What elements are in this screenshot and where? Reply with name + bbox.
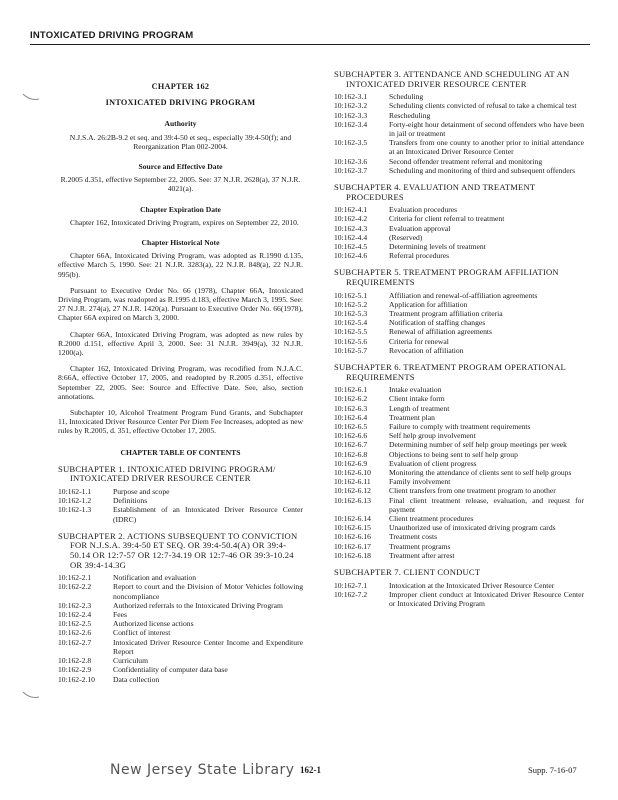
toc-entry — [58, 487, 303, 496]
toc-entry — [334, 468, 584, 477]
section-number: 10:162-6.1 — [334, 385, 368, 395]
toc-entry — [334, 251, 584, 260]
toc-entry — [334, 138, 584, 156]
toc-entry — [58, 675, 303, 684]
section-title: Intoxicated Driver Resource Center Income and Expenditure Report — [113, 637, 303, 656]
toc-entry — [334, 551, 584, 560]
section-number: 10:162-1.3 — [58, 505, 92, 515]
chapter-name: INTOXICATED DRIVING PROGRAM — [105, 98, 256, 108]
toc-entry — [334, 413, 584, 422]
historical-para: Chapter 66A, Intoxicated Driving Program, was adopted as new rules by R.2000 d.151, effective April 3, 2000. See: 31 N.J.R. 3949(a), 32 N.J.R. 1200(a). — [58, 329, 303, 358]
section-title: Conflict of interest — [113, 628, 171, 638]
toc-entry — [334, 92, 584, 101]
toc-entry — [334, 346, 584, 355]
section-number: 10:162-2.2 — [58, 582, 92, 592]
section-title: Establishment of an Intoxicated Driver Resource Center (IDRC) — [113, 505, 303, 524]
section-title: Scheduling — [389, 92, 424, 102]
expiration-heading: Chapter Expiration Date — [140, 204, 221, 214]
toc-entry — [58, 638, 303, 656]
section-number: 10:162-6.15 — [334, 523, 371, 533]
section-number: 10:162-2.1 — [58, 573, 92, 583]
margin-mark — [22, 690, 40, 700]
section-title: Improper client conduct at Intoxicated Driver Resource Center or Intoxicated Driving Program — [389, 589, 584, 609]
section-title: Data collection — [113, 674, 160, 684]
toc-entry — [334, 224, 584, 233]
toc-entry — [334, 486, 584, 495]
toc-heading: CHAPTER TABLE OF CONTENTS — [120, 447, 241, 457]
section-number: 10:162-6.13 — [334, 495, 371, 505]
toc-entry — [334, 459, 584, 468]
section-title: Self help group involvement — [389, 431, 476, 441]
toc-entry — [334, 205, 584, 214]
historical-para: Chapter 162, Intoxicated Driving Program, was recodified from N.J.A.C. 8:66A, effective October 17, 2005, and readopted by R.2005 d.351, effective September 22, 2005. See: Source and Effective Date. See, also, section annotations. — [58, 364, 303, 401]
section-title: Scheduling and monitoring of third and subsequent offenders — [389, 165, 576, 175]
toc-entry — [334, 309, 584, 318]
source-heading: Source and Effective Date — [138, 162, 223, 172]
section-number: 10:162-2.5 — [58, 619, 92, 629]
page-footer — [0, 762, 618, 782]
section-title: Evaluation procedures — [389, 205, 458, 215]
toc-entry — [334, 120, 584, 138]
section-title: Confidentiality of computer data base — [113, 665, 228, 675]
toc-entry — [334, 431, 584, 440]
subchapter-heading: SUBCHAPTER 2. ACTIONS SUBSEQUENT TO CONVICTION FOR N.J.S.A. 39:4-50 ET SEQ. OR 39:4-50.4(A) OR 39:4-50.14 OR 12:7-57 OR 12:7-34.19 OR 12:7-46 OR 39:3-10.24 OR 39:4-14.3G — [58, 530, 298, 570]
section-number: 10:162-6.8 — [334, 449, 368, 459]
toc-entry — [334, 337, 584, 346]
section-title: Notification and evaluation — [113, 573, 197, 583]
toc-entry — [58, 505, 303, 523]
section-number: 10:162-6.16 — [334, 532, 371, 542]
expiration-text: Chapter 162, Intoxicated Driving Program, expires on September 22, 2010. — [70, 217, 299, 227]
section-number: 10:162-3.1 — [334, 92, 368, 102]
section-title: Renewal of affiliation agreements — [389, 327, 492, 337]
section-title: Treatment plan — [389, 412, 435, 422]
toc-entry — [334, 450, 584, 459]
section-number: 10:162-6.2 — [334, 394, 368, 404]
toc-entry — [334, 394, 584, 403]
section-number: 10:162-6.18 — [334, 550, 371, 560]
section-number: 10:162-6.4 — [334, 412, 368, 422]
left-column — [58, 70, 303, 684]
section-title: Criteria for renewal — [389, 336, 449, 346]
section-number: 10:162-4.4 — [334, 232, 368, 242]
section-title: Intake evaluation — [389, 385, 442, 395]
toc-entry — [58, 610, 303, 619]
subchapter-heading: SUBCHAPTER 6. TREATMENT PROGRAM OPERATIONAL REQUIREMENTS — [334, 362, 566, 382]
section-title: Forty-eight hour detainment of second offenders who have been in jail or treatment — [389, 119, 584, 138]
section-title: Determining levels of treatment — [389, 242, 486, 252]
historical-para: Subchapter 10, Alcohol Treatment Program Fund Grants, and Subchapter 11, Intoxicated Driver Resource Center Per Diem Fee Increases, adopted as new rules by R.2005, d. 351, effective October 17, 2005. — [58, 408, 303, 436]
toc-entry — [58, 496, 303, 505]
section-title: Client treatment procedures — [389, 514, 474, 524]
toc-entry — [334, 300, 584, 309]
subchapter-heading: SUBCHAPTER 1. INTOXICATED DRIVING PROGRAM/ INTOXICATED DRIVER RESOURCE CENTER — [58, 463, 276, 484]
section-number: 10:162-5.5 — [334, 327, 368, 337]
section-title: Report to court and the Division of Motor Vehicles following noncompliance — [113, 582, 303, 601]
toc-entry — [334, 590, 584, 608]
section-title: Treatment after arrest — [389, 550, 455, 560]
section-list — [58, 573, 303, 683]
section-number: 10:162-2.6 — [58, 628, 92, 638]
section-title: Curriculum — [113, 656, 149, 666]
toc-entry — [334, 233, 584, 242]
section-number: 10:162-3.5 — [334, 138, 368, 148]
toc-entry — [58, 628, 303, 637]
section-title: Evaluation of client progress — [389, 458, 477, 468]
section-title: Referral procedures — [389, 251, 450, 261]
toc-entry — [334, 440, 584, 449]
toc-entry — [334, 477, 584, 486]
section-number: 10:162-3.3 — [334, 110, 368, 120]
toc-entry — [334, 214, 584, 223]
right-column — [334, 70, 584, 608]
section-number: 10:162-6.12 — [334, 486, 371, 496]
margin-mark — [22, 92, 40, 102]
section-number: 10:162-1.1 — [58, 487, 92, 497]
section-number: 10:162-7.1 — [334, 580, 368, 590]
section-title: Criteria for client referral to treatment — [389, 214, 505, 224]
section-title: Treatment program affiliation criteria — [389, 309, 503, 319]
toc-entry — [58, 656, 303, 665]
section-list — [334, 92, 584, 175]
toc-entry — [334, 111, 584, 120]
toc-entry — [334, 166, 584, 175]
section-number: 10:162-4.1 — [334, 205, 368, 215]
section-number: 10:162-5.2 — [334, 299, 368, 309]
section-title: Client transfers from one treatment program to another — [389, 486, 556, 496]
section-number: 10:162-5.6 — [334, 336, 368, 346]
section-title: Affiliation and renewal-of-affiliation agreements — [389, 290, 538, 300]
section-number: 10:162-2.8 — [58, 656, 92, 666]
section-title: Determining number of self help group meetings per week — [389, 440, 567, 450]
section-title: Unauthorized use of intoxicated driving program cards — [389, 523, 556, 533]
toc-entry — [334, 404, 584, 413]
section-number: 10:162-4.2 — [334, 214, 368, 224]
section-list — [334, 205, 584, 260]
page-number: 162-1 — [300, 765, 321, 775]
toc-entry — [334, 422, 584, 431]
section-title: Notification of staffing changes — [389, 318, 486, 328]
section-number: 10:162-3.4 — [334, 119, 368, 129]
section-list — [58, 487, 303, 524]
toc-entry — [58, 601, 303, 610]
section-number: 10:162-2.10 — [58, 674, 95, 684]
section-number: 10:162-3.6 — [334, 156, 368, 166]
section-number: 10:162-5.1 — [334, 290, 368, 300]
section-number: 10:162-4.3 — [334, 223, 368, 233]
section-number: 10:162-2.7 — [58, 637, 92, 647]
toc-entry — [334, 101, 584, 110]
toc-entry — [334, 157, 584, 166]
toc-entry — [334, 242, 584, 251]
toc-entry — [334, 385, 584, 394]
subchapter-heading: SUBCHAPTER 3. ATTENDANCE AND SCHEDULING AT AN INTOXICATED DRIVER RESOURCE CENTER — [334, 69, 570, 89]
section-title: Monitoring the attendance of clients sent to self help groups — [389, 468, 572, 478]
toc-entry — [334, 514, 584, 523]
section-number: 10:162-6.6 — [334, 431, 368, 441]
section-title: Evaluation approval — [389, 223, 451, 233]
section-number: 10:162-6.3 — [334, 403, 368, 413]
toc-entry — [334, 327, 584, 336]
section-number: 10:162-6.9 — [334, 458, 368, 468]
section-number: 10:162-2.4 — [58, 610, 92, 620]
section-number: 10:162-5.7 — [334, 345, 368, 355]
subchapter-heading: SUBCHAPTER 5. TREATMENT PROGRAM AFFILIATION REQUIREMENTS — [334, 267, 559, 288]
subchapter-heading: SUBCHAPTER 4. EVALUATION AND TREATMENT PROCEDURES — [334, 182, 536, 202]
section-number: 10:162-5.4 — [334, 318, 368, 328]
section-title: Second offender treatment referral and monitoring — [389, 156, 543, 166]
section-number: 10:162-6.11 — [334, 477, 371, 487]
section-number: 10:162-6.5 — [334, 422, 368, 432]
section-list — [334, 291, 584, 355]
section-number: 10:162-3.2 — [334, 101, 368, 111]
section-number: 10:162-6.7 — [334, 440, 368, 450]
section-title: Objections to being sent to self help group — [389, 449, 518, 459]
subchapter-heading: SUBCHAPTER 7. CLIENT CONDUCT — [334, 567, 481, 578]
section-title: Intoxication at the Intoxicated Driver Resource Center — [389, 580, 555, 590]
supplement-date: Supp. 7-16-07 — [528, 765, 577, 775]
section-title: Fees — [113, 610, 127, 620]
toc-entry — [334, 581, 584, 590]
authority-heading: Authority — [164, 119, 197, 129]
section-number: 10:162-1.2 — [58, 496, 92, 506]
section-number: 10:162-5.3 — [334, 309, 368, 319]
section-title: Client intake form — [389, 394, 445, 404]
toc-entry — [58, 665, 303, 674]
section-title: Transfers from one county to another prior to initial attendance at an Intoxicated Driver Resource Center — [389, 138, 584, 157]
section-title: Authorized referrals to the Intoxicated Driving Program — [113, 600, 283, 610]
toc-entry — [58, 573, 303, 582]
section-title: Family involvement — [389, 477, 451, 487]
section-title: Rescheduling — [389, 110, 431, 120]
source-text: R.2005 d.351, effective September 22, 2005. See: 37 N.J.R. 2628(a), 37 N.J.R. 4021(a). — [60, 175, 301, 194]
section-title: Treatment costs — [389, 532, 438, 542]
section-title: (Reserved) — [389, 232, 423, 242]
library-watermark: New Jersey State Library — [110, 762, 295, 778]
section-title: Final client treatment release, evaluation, and request for payment — [389, 495, 584, 514]
section-title: Scheduling clients convicted of refusal to take a chemical test — [389, 101, 577, 111]
toc-entry — [58, 582, 303, 600]
historical-para: Chapter 66A, Intoxicated Driving Program, was adopted as R.1990 d.135, effective March 5, 1990. See: 21 N.J.R. 3283(a), 22 N.J.R. 848(a), 22 N.J.R. 995(b). — [58, 251, 303, 279]
historical-para: Pursuant to Executive Order No. 66 (1978), Chapter 66A, Intoxicated Driving Program, was readopted as R.1995 d.183, effective March 3, 1995. See: 27 N.J.R. 274(a), 27 N.J.R. 1420(a). Pursuant to Executive Order No. 66(1978), Chapter 66A expired on March 3, 2000. — [58, 285, 303, 323]
section-title: Revocation of affiliation — [389, 345, 464, 355]
toc-entry — [58, 619, 303, 628]
section-number: 10:162-6.17 — [334, 541, 371, 551]
section-number: 10:162-4.5 — [334, 242, 368, 252]
chapter-label: CHAPTER 162 — [151, 82, 210, 91]
section-title: Definitions — [113, 496, 148, 506]
toc-entry — [334, 542, 584, 551]
section-title: Authorized license actions — [113, 619, 194, 629]
toc-entry — [334, 523, 584, 532]
section-number: 10:162-3.7 — [334, 165, 368, 175]
section-title: Length of treatment — [389, 403, 450, 413]
running-header: INTOXICATED DRIVING PROGRAM — [30, 30, 194, 41]
toc-entry — [334, 291, 584, 300]
section-title: Failure to comply with treatment requirements — [389, 422, 531, 432]
toc-entry — [334, 318, 584, 327]
section-number: 10:162-7.2 — [334, 589, 368, 599]
header-rule — [30, 44, 590, 45]
authority-text: N.J.S.A. 26:2B-9.2 et seq. and 39:4-50 et seq., especially 39:4-50(f); and Reorganization Plan 002-2004. — [69, 132, 292, 151]
section-list — [334, 385, 584, 560]
section-number: 10:162-4.6 — [334, 251, 368, 261]
section-number: 10:162-6.10 — [334, 468, 371, 478]
section-list — [334, 581, 584, 609]
section-number: 10:162-2.9 — [58, 665, 92, 675]
section-number: 10:162-6.14 — [334, 514, 371, 524]
section-title: Application for affiliation — [389, 299, 468, 309]
toc-entry — [334, 532, 584, 541]
section-title: Purpose and scope — [113, 487, 170, 497]
toc-entry — [334, 496, 584, 514]
historical-heading: Chapter Historical Note — [141, 238, 220, 248]
section-title: Treatment programs — [389, 541, 451, 551]
section-number: 10:162-2.3 — [58, 600, 92, 610]
